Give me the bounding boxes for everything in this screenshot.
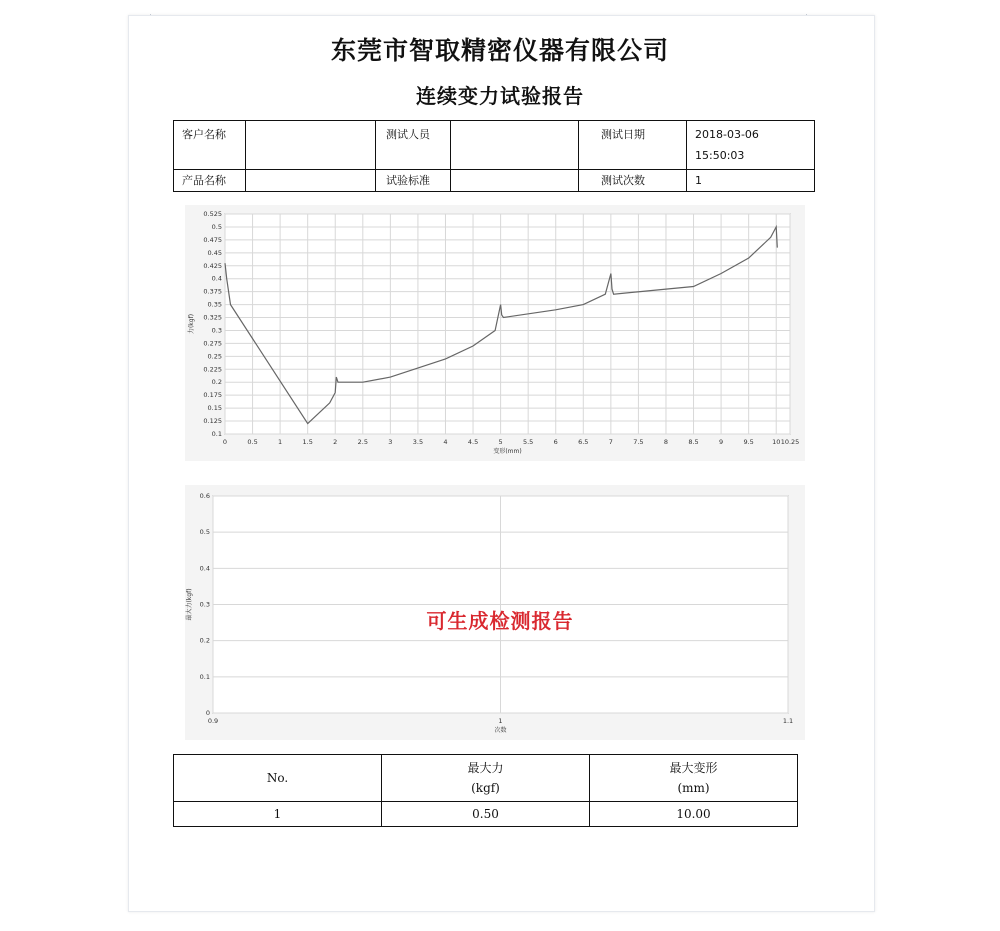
results-header-row (174, 755, 798, 802)
x-tick-label: 2 (333, 438, 338, 446)
x-tick-label: 10 (772, 438, 781, 446)
x-tick-label: 10.25 (780, 438, 800, 446)
y-tick-label: 0.475 (203, 235, 222, 244)
cell-max-force: 0.50 (382, 802, 590, 827)
header-max-deformation-unit: (mm) (677, 781, 710, 795)
y-tick-label: 0.525 (203, 210, 222, 218)
count-value: 1 (687, 170, 815, 192)
x-axis-label: 变形(mm) (493, 448, 522, 455)
table-row (174, 802, 798, 827)
x-tick-label: 1.5 (302, 438, 313, 446)
x-tick-label: 4.5 (467, 438, 479, 446)
cell-no: 1 (174, 802, 382, 827)
x-tick-label: 3.5 (412, 438, 424, 446)
customer-value (246, 121, 376, 170)
y-tick-label: 0.1 (199, 672, 210, 681)
x-tick-label: 8.5 (688, 438, 699, 446)
info-row-1 (174, 121, 815, 170)
count-label: 测试次数 (579, 170, 687, 192)
x-tick-label: 2.5 (357, 438, 368, 446)
y-tick-label: 0.2 (199, 636, 210, 645)
tester-label: 测试人员 (376, 121, 451, 170)
y-tick-label: 0.3 (211, 326, 222, 335)
standard-label: 试验标准 (376, 170, 451, 192)
cell-max-deformation: 10.00 (590, 802, 798, 827)
y-tick-label: 0.4 (199, 564, 210, 573)
y-tick-label: 0.6 (199, 492, 210, 500)
y-tick-label: 0.125 (203, 417, 222, 426)
report-title: 连续变力试验报告 (416, 84, 584, 108)
y-tick-label: 0.45 (207, 248, 222, 257)
y-tick-label: 0.4 (211, 274, 222, 283)
y-tick-label: 0.25 (207, 352, 222, 361)
date-label: 测试日期 (579, 121, 687, 170)
x-tick-label: 8 (663, 438, 669, 446)
x-tick-label: 0 (222, 438, 228, 446)
x-tick-label: 4 (443, 438, 448, 446)
x-tick-label: 5 (498, 438, 503, 446)
product-label: 产品名称 (174, 170, 246, 192)
y-tick-label: 0.35 (207, 300, 222, 309)
y-tick-label: 0.375 (203, 287, 222, 296)
y-tick-label: 0.275 (203, 339, 222, 348)
force-deformation-chart (185, 205, 805, 461)
x-tick-label: 1 (498, 717, 503, 725)
plot-area (225, 214, 790, 434)
results-table (173, 754, 798, 827)
date-cell (687, 121, 815, 170)
y-tick-label: 0.1 (211, 430, 222, 438)
y-tick-label: 0.5 (199, 528, 210, 537)
y-tick-label: 0 (205, 709, 210, 717)
x-axis-label: 次数 (494, 727, 507, 734)
date-value: 2018-03-06 (695, 128, 759, 141)
y-tick-label: 0.425 (203, 261, 222, 270)
y-tick-label: 0.175 (203, 391, 222, 400)
header-max-force-unit: (kgf) (471, 781, 500, 795)
header-max-deformation (590, 755, 798, 802)
header-no-label: No. (266, 771, 289, 785)
x-tick-label: 0.5 (247, 438, 258, 446)
y-tick-label: 0.2 (211, 378, 222, 387)
info-row-2 (174, 170, 815, 192)
x-tick-label: 5.5 (522, 438, 534, 446)
watermark-text: 可生成检测报告 (426, 609, 574, 633)
x-tick-label: 6.5 (578, 438, 589, 446)
company-name: 东莞市智取精密仪器有限公司 (330, 36, 669, 65)
y-tick-label: 0.325 (203, 313, 222, 322)
customer-label: 客户名称 (174, 121, 246, 170)
x-tick-label: 1.1 (782, 717, 794, 725)
y-tick-label: 0.5 (211, 222, 222, 231)
product-value (246, 170, 376, 192)
x-tick-label: 9 (719, 438, 724, 446)
header-no (174, 755, 382, 802)
x-tick-label: 7 (608, 438, 613, 446)
y-axis-label: 力(kgf) (188, 313, 195, 335)
x-tick-label: 0.9 (207, 717, 219, 725)
x-tick-label: 7.5 (633, 438, 644, 446)
info-table (173, 120, 815, 192)
standard-value (451, 170, 579, 192)
x-tick-label: 3 (388, 438, 393, 446)
x-tick-label: 9.5 (743, 438, 754, 446)
time-value: 15:50:03 (695, 149, 745, 162)
header-max-force (382, 755, 590, 802)
y-tick-label: 0.225 (203, 365, 222, 374)
y-tick-label: 0.15 (207, 404, 222, 413)
header-max-force-label: 最大力 (467, 761, 504, 775)
x-tick-label: 6 (553, 438, 558, 446)
y-axis-label: 最大力(kgf) (186, 588, 193, 621)
x-tick-label: 1 (278, 438, 283, 446)
force-deformation-svg (185, 205, 805, 461)
header-max-deformation-label: 最大变形 (669, 761, 718, 775)
y-tick-label: 0.3 (199, 600, 210, 609)
tester-value (451, 121, 579, 170)
